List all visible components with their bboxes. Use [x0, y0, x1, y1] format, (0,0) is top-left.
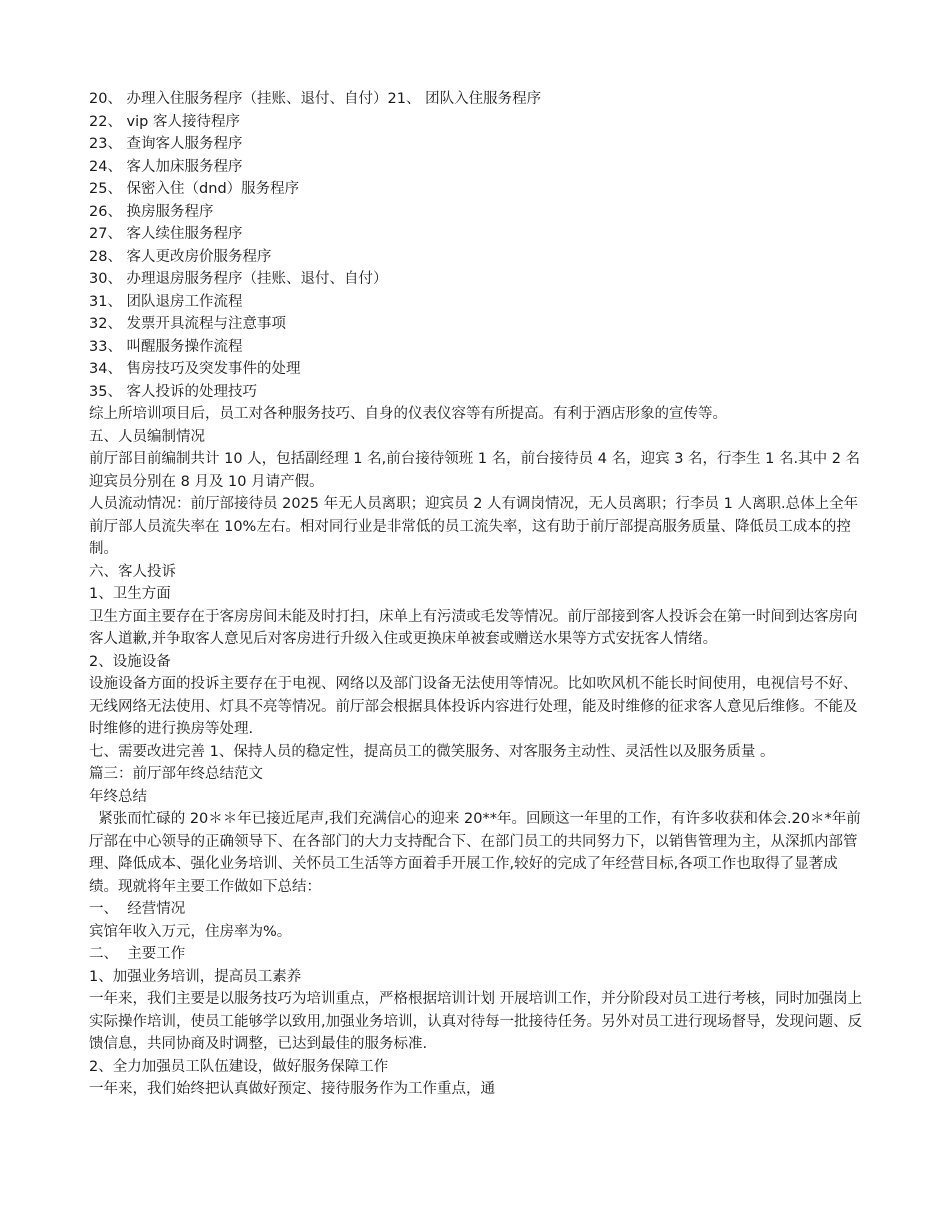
section-heading: 二、 主要工作 [89, 946, 186, 962]
list-item: 30、 办理退房服务程序（挂账、退付、自付） [89, 271, 388, 287]
list-item: 25、 保密入住（dnd）服务程序 [89, 181, 300, 197]
subsection-heading: 1、加强业务培训，提高员工素养 [89, 968, 302, 985]
list-item: 22、 vip 客人接待程序 [89, 113, 240, 130]
list-item: 31、 团队退房工作流程 [89, 293, 243, 310]
paragraph: 紧张而忙碌的 20＊＊年已接近尾声,我们充满信心的迎来 20**年。回顾这一年里的工作，有许多收获和体会.20＊*年前厅部在中心领导的正确领导下、在各部门的大力支持配合下、在部门员工的共同努力下，以销售管理为主，从深抓内部管理、降低成本、强化业务培训、关怀员工生活等方面着手开展工作,较好的完成了年经营目标,各项工作也取得了显著成绩。现就将年主要工作做如下总结： [89, 811, 861, 895]
list-item: 32、 发票开具流程与注意事项 [89, 316, 287, 332]
paragraph: 卫生方面主要存在于客房房间未能及时打扫，床单上有污渍或毛发等情况。前厅部接到客人投诉会在第一时间到达客房向客人道歉,并争取客人意见后对客房进行升级入住或更换床单被套或赠送水果等方式安抚客人情绪。 [89, 608, 858, 647]
paragraph: 人员流动情况：前厅部接待员 2025 年无人员离职；迎宾员 2 人有调岗情况，无人员离职；行李员 1 人离职.总体上全年前厅部人员流失率在 10%左右。相对同行业是非常低的员工流失率，这有助于前厅部提高服务质量、降低员工成本的控制。 [89, 496, 859, 557]
document-body [89, 88, 864, 1101]
paragraph: 一年来，我们主要是以服务技巧为培训重点，严格根据培训计划 开展培训工作，并分阶段对员工进行考核，同时加强岗上实际操作培训，使员工能够学以致用,加强业务培训，认真对待每一批接待任务。另外对员工进行现场督导，发现问题、反馈信息，共同协商及时调整，已达到最佳的服务标准. [89, 991, 863, 1052]
section-heading: 年终总结 [89, 788, 147, 805]
subsection-heading: 1、卫生方面 [89, 586, 171, 602]
list-item: 27、 客人续住服务程序 [89, 226, 243, 242]
list-item: 26、 换房服务程序 [89, 203, 214, 220]
paragraph: 设施设备方面的投诉主要存在于电视、网络以及部门设备无法使用等情况。比如吹风机不能长时间使用，电视信号不好、无线网络无法使用、灯具不亮等情况。前厅部会根据具体投诉内容进行处理，能及时维修的征求客人意见后维修。不能及时维修的进行换房等处理. [89, 676, 858, 737]
subsection-heading: 2、全力加强员工队伍建设，做好服务保障工作 [89, 1058, 389, 1075]
paragraph: 综上所培训项目后，员工对各种服务技巧、自身的仪表仪容等有所提高。有利于酒店形象的宣传等。 [89, 406, 727, 422]
list-item: 33、 叫醒服务操作流程 [89, 338, 243, 355]
subsection-heading: 2、设施设备 [89, 653, 171, 670]
list-item: 35、 客人投诉的处理技巧 [89, 383, 258, 400]
list-item: 34、 售房技巧及突发事件的处理 [89, 361, 301, 377]
section-heading: 一、 经营情况 [89, 901, 186, 917]
list-item: 20、 办理入住服务程序（挂账、退付、自付）21、 团队入住服务程序 [89, 91, 542, 107]
paragraph: 七、需要改进完善 1、保持人员的稳定性，提高员工的微笑服务、对客服务主动性、灵活性以及服务质量 。 [89, 743, 775, 760]
list-item: 24、 客人加床服务程序 [89, 158, 243, 175]
article-title: 篇三：前厅部年终总结范文 [89, 766, 263, 782]
paragraph: 宾馆年收入万元，住房率为%。 [89, 923, 292, 940]
paragraph: 前厅部目前编制共计 10 人，包括副经理 1 名,前台接待领班 1 名，前台接待员 4 名，迎宾 3 名，行李生 1 名.其中 2 名迎宾员分别在 8 月及 10 月请产假。 [89, 451, 861, 490]
list-item: 28、 客人更改房价服务程序 [89, 248, 272, 265]
paragraph: 一年来，我们始终把认真做好预定、接待服务作为工作重点，通 [89, 1081, 495, 1097]
section-heading: 六、客人投诉 [89, 563, 176, 580]
list-item: 23、 查询客人服务程序 [89, 136, 243, 152]
section-heading: 五、人员编制情况 [89, 428, 205, 445]
